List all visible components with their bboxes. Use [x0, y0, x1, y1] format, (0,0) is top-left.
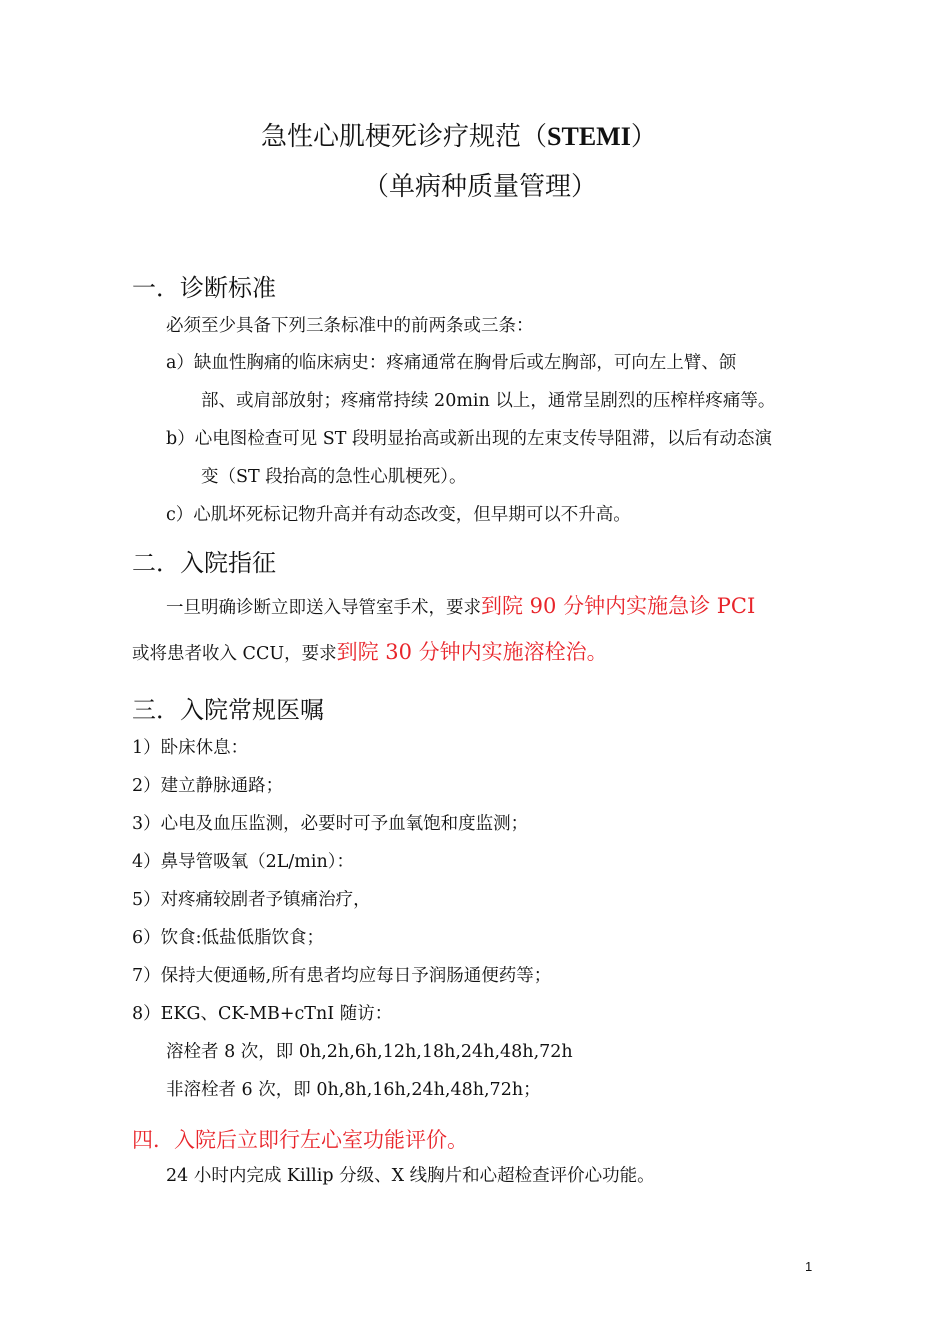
order-item-5: 5）对疼痛较剧者予镇痛治疗， — [132, 890, 371, 910]
criterion-b-line1: b）心电图检查可见 ST 段明显抬高或新出现的左束支传导阻滞，以后有动态演 — [166, 429, 772, 449]
thrombolysis-deadline-highlight: 到院 30 分钟内实施溶栓治。 — [336, 640, 608, 664]
non-thrombolysis-followup: 非溶栓者 6 次，即 0h,8h,16h,24h,48h,72h； — [166, 1080, 541, 1100]
section-1-heading: 一．诊断标准 — [132, 274, 276, 302]
admission-paragraph-line1 — [166, 596, 755, 618]
title-main: 急性心肌梗死诊疗规范（ — [261, 122, 548, 152]
criterion-a-line1: a）缺血性胸痛的临床病史：疼痛通常在胸骨后或左胸部，可向左上臂、颌 — [166, 353, 737, 373]
page-number: 1 — [805, 1259, 813, 1274]
order-item-8: 8）EKG、CK-MB+cTnI 随访： — [132, 1004, 393, 1024]
thrombolysis-followup: 溶栓者 8 次，即 0h,2h,6h,12h,18h,24h,48h,72h — [166, 1042, 573, 1062]
order-item-7: 7）保持大便通畅,所有患者均应每日予润肠通便药等； — [132, 966, 552, 986]
order-item-3: 3）心电及血压监测，必要时可予血氧饱和度监测； — [132, 814, 529, 834]
section-4-heading: 四．入院后立即行左心室功能评价。 — [132, 1128, 468, 1152]
section-4-text: 24 小时内完成 Killip 分级、X 线胸片和心超检查评价心功能。 — [166, 1166, 655, 1186]
order-item-6: 6）饮食:低盐低脂饮食； — [132, 928, 325, 948]
section-1-intro: 必须至少具备下列三条标准中的前两条或三条： — [166, 316, 534, 336]
order-item-4: 4）鼻导管吸氧（2L/min）： — [132, 852, 354, 872]
section-3-heading: 三．入院常规医嘱 — [132, 696, 324, 724]
criterion-b-line2: 变（ST 段抬高的急性心肌梗死）。 — [201, 467, 467, 487]
criterion-a-line2: 部、或肩部放射；疼痛常持续 20min 以上，通常呈剧烈的压榨样疼痛等。 — [201, 391, 776, 411]
title-close-paren: ） — [630, 122, 657, 152]
admission-text: 一旦明确诊断立即送入导管室手术，要求 — [166, 598, 481, 618]
order-item-2: 2）建立静脉通路； — [132, 776, 284, 796]
title-abbreviation: STEMI — [547, 122, 631, 151]
admission-paragraph-line2 — [132, 642, 608, 664]
criterion-c: c）心肌坏死标记物升高并有动态改变，但早期可以不升高。 — [166, 505, 631, 525]
ccu-text: 或将患者收入 CCU，要求 — [132, 644, 337, 664]
document-subtitle: （单病种质量管理） — [363, 172, 598, 202]
section-2-heading: 二．入院指征 — [132, 549, 276, 577]
order-item-1: 1）卧床休息： — [132, 738, 249, 758]
pci-deadline-highlight: 到院 90 分钟内实施急诊 PCI — [481, 594, 756, 618]
document-title — [261, 116, 657, 153]
